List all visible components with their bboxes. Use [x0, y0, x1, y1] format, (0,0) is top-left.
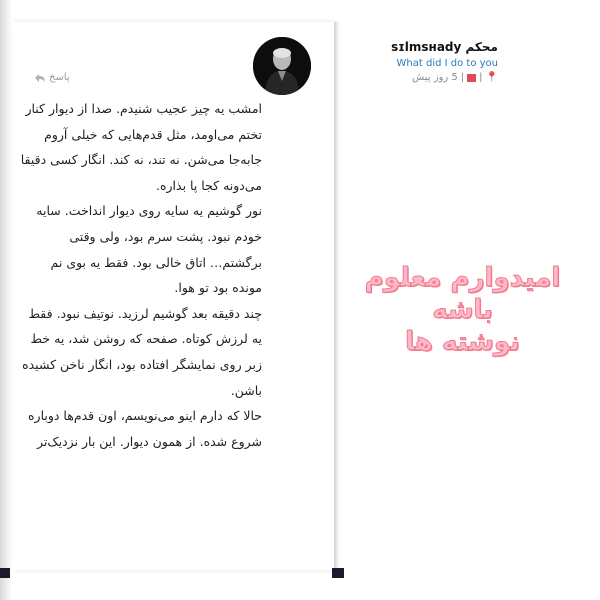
- left-edge-shadow: [0, 0, 12, 600]
- bottom-right-edge: [332, 568, 344, 578]
- post-body: [18, 96, 262, 454]
- avatar[interactable]: [253, 37, 311, 95]
- overlay-caption-line2: نوشته ها: [405, 327, 520, 357]
- post-paragraph: امشب یه چیز عجیب شنیدم. صدا از دیوار کنار تختم می‌اومد، مثل قدم‌هایی که خیلی آروم جابه‌جا می‌شن. نه تند، نه کند. انگار کسی دقیقا می‌دونه کجا پا بذاره.: [20, 101, 262, 193]
- pin-icon[interactable]: 📍: [485, 72, 498, 83]
- reply-label: پاسخ: [49, 72, 70, 83]
- post-time: 5 روز پیش: [412, 72, 458, 83]
- bottom-left-edge: [0, 568, 10, 578]
- post-paragraph: نور گوشیم یه سایه روی دیوار انداخت. سایه خودم نبود. پشت سرم بود، ولی وقتی برگشتم… اتاق خالی بود. فقط یه بوی نم مونده بود تو هوا.: [36, 203, 262, 296]
- overlay-caption: [340, 262, 585, 358]
- meta-separator-2: |: [460, 72, 465, 83]
- author-name[interactable]: محکم sɪlmsнadу: [391, 40, 498, 54]
- post-paragraph: چند دقیقه بعد گوشیم لرزید. نوتیف نبود. فقط یه لرزش کوتاه. صفحه که روشن شد، یه خط زبر روی نمایشگر افتاده بود، انگار ناخن کشیده باشن.: [22, 305, 262, 398]
- reply-arrow-icon: [34, 73, 46, 83]
- card-right-edge: [334, 22, 338, 570]
- reply-button[interactable]: [34, 72, 70, 83]
- meta-separator: |: [479, 72, 483, 83]
- post-meta: [412, 72, 498, 83]
- post-paragraph: حالا که دارم اینو می‌نویسم، اون قدم‌ها دوباره شروع شده. از همون دیوار. این بار نزدیک‌تر: [27, 408, 262, 449]
- avatar-portrait: [253, 37, 311, 95]
- overlay-caption-line1: امیدوارم معلوم باشه: [364, 263, 561, 325]
- post-subtitle: What did I do to you: [396, 58, 498, 69]
- flag-icon[interactable]: [467, 74, 476, 82]
